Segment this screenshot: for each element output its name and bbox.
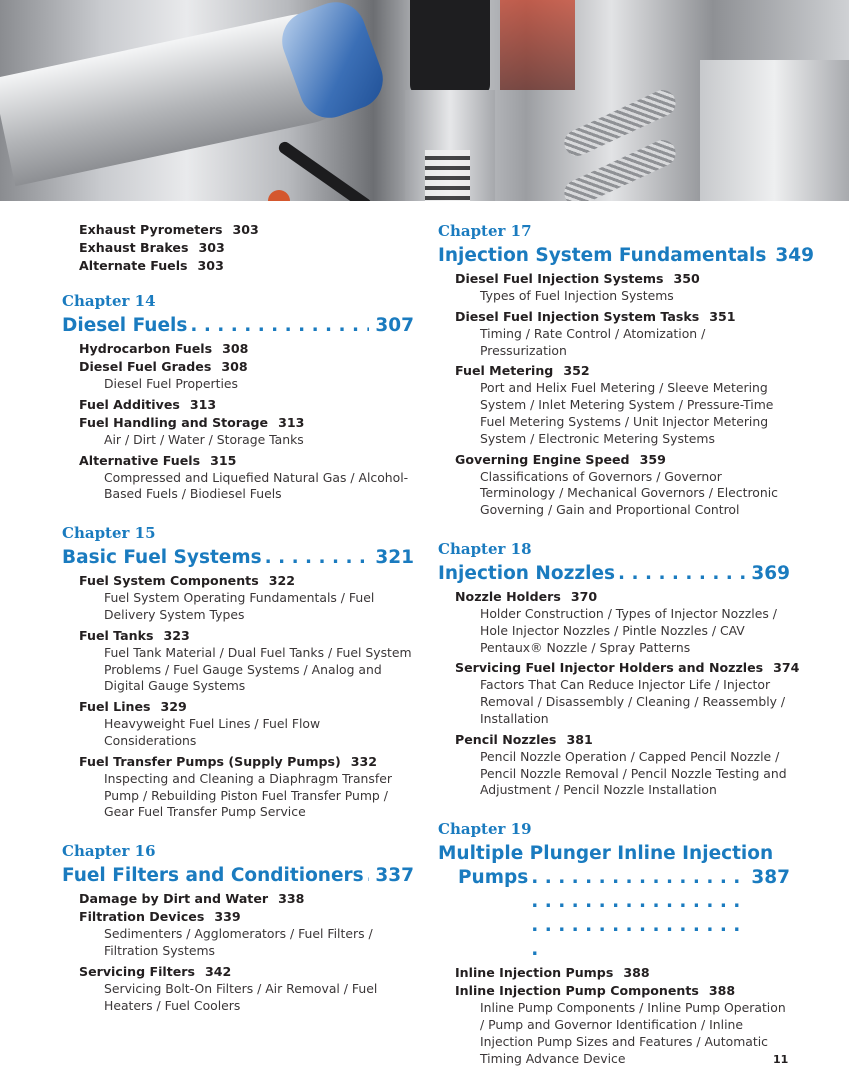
chapter-label: Chapter 19 xyxy=(438,820,532,839)
toc-topics: Inspecting and Cleaning a Diaphragm Transfer Pump / Rebuilding Piston Fuel Transfer Pump / Gear Fuel Transfer Pump Service xyxy=(104,770,392,820)
chapter-title[interactable]: Fuel Filters and Conditioners . . . 337 xyxy=(62,864,414,888)
fuel-filter xyxy=(410,0,490,95)
toc-topics: Heavyweight Fuel Lines / Fuel Flow Considerations xyxy=(104,716,321,748)
toc-topics: Air / Dirt / Water / Storage Tanks xyxy=(104,431,304,447)
chapter-label: Chapter 17 xyxy=(438,222,532,240)
toc-column-left xyxy=(62,221,414,1017)
filter-grid xyxy=(425,150,470,201)
chapter-title[interactable]: Injection System Fundamentals . . . 349 xyxy=(438,244,790,268)
orange-cap xyxy=(268,190,290,201)
black-cable xyxy=(277,140,374,201)
toc-section[interactable]: Diesel Fuel Grades 308 xyxy=(79,359,248,374)
dot-leader xyxy=(615,562,745,586)
header-engine-photo xyxy=(0,0,849,201)
chapter-title[interactable]: Diesel Fuels . . . 307 xyxy=(62,314,414,338)
toc-section[interactable]: Fuel System Components 322 xyxy=(79,573,295,589)
toc-topics: Types of Fuel Injection Systems xyxy=(480,288,674,303)
toc-section[interactable]: Fuel Lines 329 xyxy=(79,699,187,715)
chapter-label: Chapter 15 xyxy=(62,524,156,543)
toc-section[interactable]: Exhaust Pyrometers 303 xyxy=(79,222,259,237)
toc-topics: Holder Construction / Types of Injector Nozzles / Hole Injector Nozzles / Pintle Nozzles / CAV Pentaux® Nozzle / Spray Patterns xyxy=(480,605,777,655)
toc-topics: Factors That Can Reduce Injector Life / Injector Removal / Disassembly / Cleaning / Reassembly / Installation xyxy=(480,677,786,726)
toc-section[interactable]: Hydrocarbon Fuels 308 xyxy=(79,341,249,356)
toc-topics: Pencil Nozzle Operation / Capped Pencil Nozzle / Pencil Nozzle Removal / Pencil Nozzle Testing and Adjustment / Pencil Nozzle Installation xyxy=(480,748,787,798)
toc-section[interactable]: Fuel Transfer Pumps (Supply Pumps) 332 xyxy=(79,753,378,769)
red-accent xyxy=(500,0,575,90)
dot-leader xyxy=(187,314,369,338)
toc-section[interactable]: Servicing Filters 342 xyxy=(79,963,232,979)
injection-pump-block xyxy=(700,60,849,201)
page-number: 11 xyxy=(773,1053,789,1066)
toc-section[interactable]: Inline Injection Pump Components 388 xyxy=(455,983,736,999)
dot-leader xyxy=(528,866,745,962)
toc-section[interactable]: Fuel Handling and Storage 313 xyxy=(79,414,305,430)
toc-topics: Compressed and Liquefied Natural Gas / Alcohol-Based Fuels / Biodiesel Fuels xyxy=(104,469,409,502)
toc-topics: Fuel Tank Material / Dual Fuel Tanks / Fuel System Problems / Fuel Gauge Systems / Analog and Digital Gauge Systems xyxy=(104,644,412,694)
chapter-label: Chapter 16 xyxy=(62,842,156,861)
toc-section[interactable]: Fuel Additives 313 xyxy=(79,396,217,412)
chapter-title[interactable]: Multiple Plunger Inline Injection Pumps . . . 387 xyxy=(438,842,790,962)
chapter-title[interactable]: Basic Fuel Systems . . . 321 xyxy=(62,546,414,570)
toc-section[interactable]: Alternate Fuels 303 xyxy=(79,258,224,273)
toc-section[interactable]: Inline Injection Pumps 388 xyxy=(455,965,650,981)
toc-section[interactable]: Exhaust Brakes 303 xyxy=(79,240,225,255)
toc-topics: Servicing Bolt-On Filters / Air Removal / Fuel Heaters / Fuel Coolers xyxy=(104,980,378,1013)
toc-section[interactable]: Diesel Fuel Injection Systems 350 xyxy=(455,271,700,286)
toc-section[interactable]: Fuel Metering 352 xyxy=(455,363,590,379)
dot-leader xyxy=(262,546,370,570)
toc-topics: Diesel Fuel Properties xyxy=(104,376,238,391)
toc-section[interactable]: Pencil Nozzles 381 xyxy=(455,731,593,747)
toc-topics: Fuel System Operating Fundamentals / Fuel Delivery System Types xyxy=(104,590,375,622)
toc-section[interactable]: Alternative Fuels 315 xyxy=(79,452,237,468)
toc-topics: Sedimenters / Agglomerators / Fuel Filters / Filtration Systems xyxy=(104,926,373,958)
toc-section[interactable]: Nozzle Holders 370 xyxy=(455,588,598,604)
toc-topics: Inline Pump Components / Inline Pump Operation / Pump and Governor Identification / Inline Injection Pump Sizes and Features / Automatic Timing Advance Device xyxy=(480,1000,786,1066)
toc-topics: Timing / Rate Control / Atomization / Pressurization xyxy=(480,325,706,358)
chapter-label: Chapter 14 xyxy=(62,292,156,310)
toc-topics: Classifications of Governors / Governor Terminology / Mechanical Governors / Electronic Governing / Gain and Proportional Control xyxy=(480,468,778,518)
toc-section[interactable]: Diesel Fuel Injection System Tasks 351 xyxy=(455,308,736,324)
toc-section[interactable]: Filtration Devices 339 xyxy=(79,909,241,925)
toc-section[interactable]: Governing Engine Speed 359 xyxy=(455,451,666,467)
toc-section[interactable]: Servicing Fuel Injector Holders and Nozzles 374 xyxy=(455,660,800,676)
toc-section[interactable]: Fuel Tanks 323 xyxy=(79,627,190,643)
chapter-label: Chapter 18 xyxy=(438,539,532,558)
toc-topics: Port and Helix Fuel Metering / Sleeve Metering System / Inlet Metering System / Pressure-Time Fuel Metering Systems / Unit Injector Metering System / Electronic Metering Systems xyxy=(480,380,774,446)
chapter-title[interactable]: Injection Nozzles . . . 369 xyxy=(438,562,790,586)
toc-section[interactable]: Damage by Dirt and Water 338 xyxy=(79,891,305,907)
toc-column-right xyxy=(438,221,814,1070)
